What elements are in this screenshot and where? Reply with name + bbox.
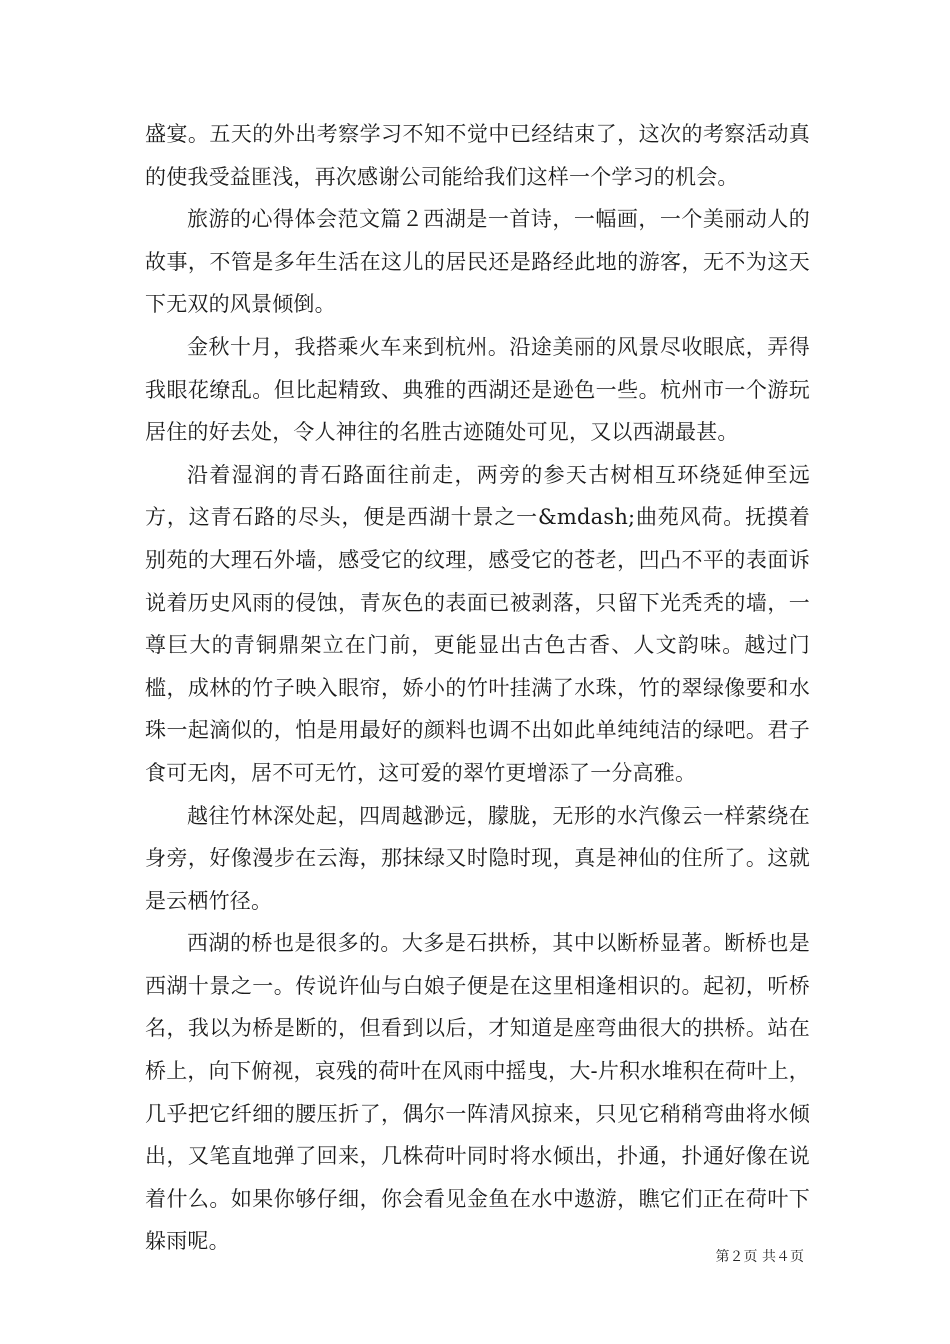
paragraph-continuation: 盛宴。五天的外出考察学习不知不觉中已经结束了，这次的考察活动真的使我受益匪浅，再次感谢公司能给我们这样一个学习的机会。 <box>145 122 810 189</box>
paragraph-arrival-hangzhou: 金秋十月，我搭乘火车来到杭州。沿途美丽的风景尽收眼底，弄得我眼花缭乱。但比起精致、典雅的西湖还是逊色一些。杭州市一个游玩居住的好去处，令人神往的名胜古迹随处可见，又以西湖最甚。 <box>145 334 810 445</box>
document-body <box>145 113 810 1263</box>
paragraph-quyuan-fenghe: 沿着湿润的青石路面往前走，两旁的参天古树相互环绕延伸至远方，这青石路的尽头，便是西湖十景之一&mdash;曲苑风荷。抚摸着别苑的大理石外墙，感受它的纹理，感受它的苍老，凹凸不平的表面诉说着历史风雨的侵蚀，青灰色的表面已被剥落，只留下光秃秃的墙，一尊巨大的青铜鼎架立在门前，更能显出古色古香、人文韵味。越过门槛，成林的竹子映入眼帘，娇小的竹叶挂满了水珠，竹的翠绿像要和水珠一起滴似的，怕是用最好的颜料也调不出如此单纯纯洁的绿吧。君子食可无肉，居不可无竹，这可爱的翠竹更增添了一分高雅。 <box>145 462 810 785</box>
paragraph-bamboo-path: 越往竹林深处起，四周越渺远，朦胧，无形的水汽像云一样萦绕在身旁，好像漫步在云海，那抹绿又时隐时现，真是神仙的住所了。这就是云栖竹径。 <box>145 803 810 913</box>
paragraph-west-lake-intro: 旅游的心得体会范文篇２西湖是一首诗，一幅画，一个美丽动人的故事，不管是多年生活在这儿的居民还是路经此地的游客，无不为这天下无双的风景倾倒。 <box>145 207 810 317</box>
paragraph-broken-bridge: 西湖的桥也是很多的。大多是石拱桥，其中以断桥显著。断桥也是西湖十景之一。传说许仙与白娘子便是在这里相逢相识的。起初，听桥名，我以为桥是断的，但看到以后，才知道是座弯曲很大的拱桥。站在桥上，向下俯视，哀残的荷叶在风雨中摇曳，大-片积水堆积在荷叶上，几乎把它纤细的腰压折了，偶尔一阵清风掠来，只见它稍稍弯曲将水倾出，又笔直地弹了回来，几株荷叶同时将水倾出，扑通，扑通好像在说着什么。如果你够仔细，你会看见金鱼在水中遨游，瞧它们正在荷叶下躲雨呢。 <box>145 931 810 1254</box>
page-number: 第２页 共４页 <box>715 1249 804 1265</box>
